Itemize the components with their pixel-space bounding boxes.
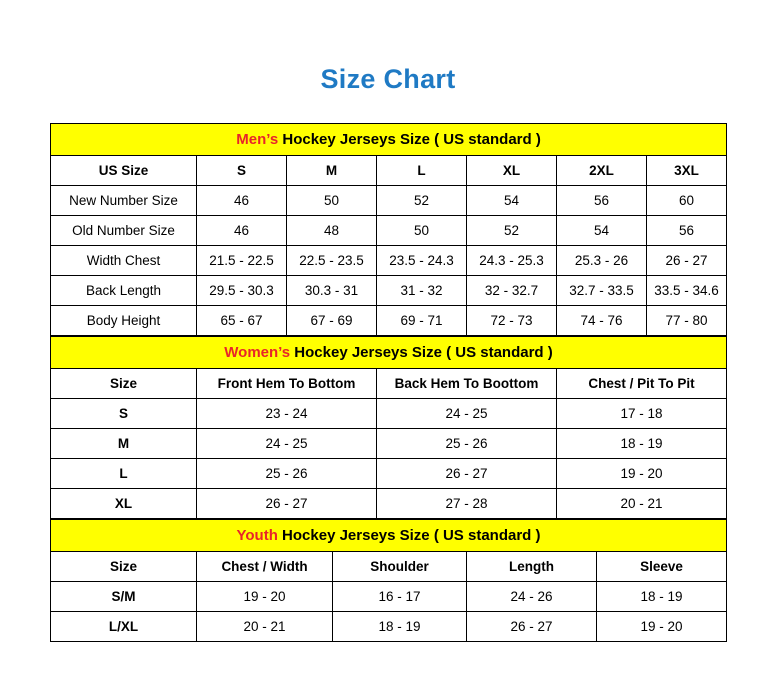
mens-row-0-val-1: 50 (287, 186, 377, 216)
mens-row-1-label: Old Number Size (51, 216, 197, 246)
mens-row-2-val-1: 22.5 - 23.5 (287, 246, 377, 276)
womens-row-3-val-2: 20 - 21 (557, 489, 727, 519)
mens-row-2-label: Width Chest (51, 246, 197, 276)
youth-row-0-val-2: 24 - 26 (467, 582, 597, 612)
womens-row-1-val-1: 25 - 26 (377, 429, 557, 459)
mens-row-3-val-3: 32 - 32.7 (467, 276, 557, 306)
youth-col-1: Chest / Width (197, 552, 333, 582)
mens-row-2-val-4: 25.3 - 26 (557, 246, 647, 276)
youth-row-0-label: S/M (51, 582, 197, 612)
mens-row-1-val-5: 56 (647, 216, 727, 246)
mens-row-1-val-0: 46 (197, 216, 287, 246)
mens-col-3: L (377, 156, 467, 186)
mens-row-3-val-0: 29.5 - 30.3 (197, 276, 287, 306)
table-row (51, 246, 727, 276)
youth-row-1-val-3: 19 - 20 (597, 612, 727, 642)
youth-column-header-row (51, 552, 727, 582)
mens-row-4-val-0: 65 - 67 (197, 306, 287, 336)
womens-col-3: Chest / Pit To Pit (557, 369, 727, 399)
mens-row-4-val-1: 67 - 69 (287, 306, 377, 336)
womens-row-1-val-2: 18 - 19 (557, 429, 727, 459)
youth-col-3: Length (467, 552, 597, 582)
tables-container (50, 93, 726, 642)
mens-row-1-val-3: 52 (467, 216, 557, 246)
youth-row-1-val-0: 20 - 21 (197, 612, 333, 642)
mens-section-header (51, 124, 727, 156)
mens-row-4-val-5: 77 - 80 (647, 306, 727, 336)
womens-row-3-val-1: 27 - 28 (377, 489, 557, 519)
mens-col-0: US Size (51, 156, 197, 186)
mens-heading-accent: Men’s (236, 130, 279, 148)
table-row (51, 216, 727, 246)
mens-col-2: M (287, 156, 377, 186)
mens-row-0-label: New Number Size (51, 186, 197, 216)
table-row (51, 186, 727, 216)
mens-row-1-val-4: 54 (557, 216, 647, 246)
mens-row-2-val-0: 21.5 - 22.5 (197, 246, 287, 276)
womens-row-3-label: XL (51, 489, 197, 519)
mens-row-3-val-4: 32.7 - 33.5 (557, 276, 647, 306)
table-row (51, 582, 727, 612)
page-title: Size Chart (320, 64, 456, 94)
table-row (51, 399, 727, 429)
youth-col-4: Sleeve (597, 552, 727, 582)
mens-row-0-val-3: 54 (467, 186, 557, 216)
womens-row-3-val-0: 26 - 27 (197, 489, 377, 519)
youth-col-0: Size (51, 552, 197, 582)
womens-heading-rest: Hockey Jerseys Size ( US standard ) (290, 343, 553, 361)
womens-heading-accent: Women’s (224, 343, 291, 361)
mens-row-2-val-3: 24.3 - 25.3 (467, 246, 557, 276)
womens-row-0-val-2: 17 - 18 (557, 399, 727, 429)
mens-row-4-val-2: 69 - 71 (377, 306, 467, 336)
youth-row-0-val-1: 16 - 17 (333, 582, 467, 612)
mens-heading-rest: Hockey Jerseys Size ( US standard ) (278, 130, 541, 148)
table-row (51, 612, 727, 642)
mens-row-3-val-5: 33.5 - 34.6 (647, 276, 727, 306)
mens-row-3-val-2: 31 - 32 (377, 276, 467, 306)
womens-row-2-label: L (51, 459, 197, 489)
womens-section-header (51, 337, 727, 369)
mens-row-1-val-1: 48 (287, 216, 377, 246)
table-row (51, 306, 727, 336)
womens-row-1-val-0: 24 - 25 (197, 429, 377, 459)
womens-row-0-val-0: 23 - 24 (197, 399, 377, 429)
womens-col-2: Back Hem To Boottom (377, 369, 557, 399)
womens-column-header-row (51, 369, 727, 399)
mens-row-2-val-2: 23.5 - 24.3 (377, 246, 467, 276)
mens-section-header-row (51, 124, 727, 156)
womens-row-0-label: S (51, 399, 197, 429)
mens-row-4-label: Body Height (51, 306, 197, 336)
youth-section-header (51, 520, 727, 552)
womens-row-2-val-0: 25 - 26 (197, 459, 377, 489)
mens-col-4: XL (467, 156, 557, 186)
mens-row-0-val-0: 46 (197, 186, 287, 216)
youth-row-1-val-1: 18 - 19 (333, 612, 467, 642)
youth-heading-rest: Hockey Jerseys Size ( US standard ) (277, 526, 541, 544)
youth-col-2: Shoulder (333, 552, 467, 582)
womens-row-1-label: M (51, 429, 197, 459)
womens-col-1: Front Hem To Bottom (197, 369, 377, 399)
mens-row-0-val-4: 56 (557, 186, 647, 216)
mens-row-2-val-5: 26 - 27 (647, 246, 727, 276)
youth-row-1-val-2: 26 - 27 (467, 612, 597, 642)
table-row (51, 429, 727, 459)
table-row (51, 489, 727, 519)
womens-section-header-row (51, 337, 727, 369)
youth-row-1-label: L/XL (51, 612, 197, 642)
mens-column-header-row (51, 156, 727, 186)
womens-row-2-val-2: 19 - 20 (557, 459, 727, 489)
youth-size-table (50, 519, 727, 642)
youth-row-0-val-3: 18 - 19 (597, 582, 727, 612)
mens-col-6: 3XL (647, 156, 727, 186)
mens-col-1: S (197, 156, 287, 186)
mens-row-0-val-2: 52 (377, 186, 467, 216)
table-row (51, 459, 727, 489)
womens-row-0-val-1: 24 - 25 (377, 399, 557, 429)
mens-size-table (50, 123, 727, 336)
womens-size-table (50, 336, 727, 519)
mens-row-1-val-2: 50 (377, 216, 467, 246)
youth-heading-accent: Youth (236, 526, 278, 544)
mens-row-0-val-5: 60 (647, 186, 727, 216)
mens-row-3-val-1: 30.3 - 31 (287, 276, 377, 306)
womens-col-0: Size (51, 369, 197, 399)
mens-row-4-val-3: 72 - 73 (467, 306, 557, 336)
youth-row-0-val-0: 19 - 20 (197, 582, 333, 612)
table-row (51, 276, 727, 306)
youth-section-header-row (51, 520, 727, 552)
mens-row-3-label: Back Length (51, 276, 197, 306)
mens-row-4-val-4: 74 - 76 (557, 306, 647, 336)
mens-col-5: 2XL (557, 156, 647, 186)
womens-row-2-val-1: 26 - 27 (377, 459, 557, 489)
